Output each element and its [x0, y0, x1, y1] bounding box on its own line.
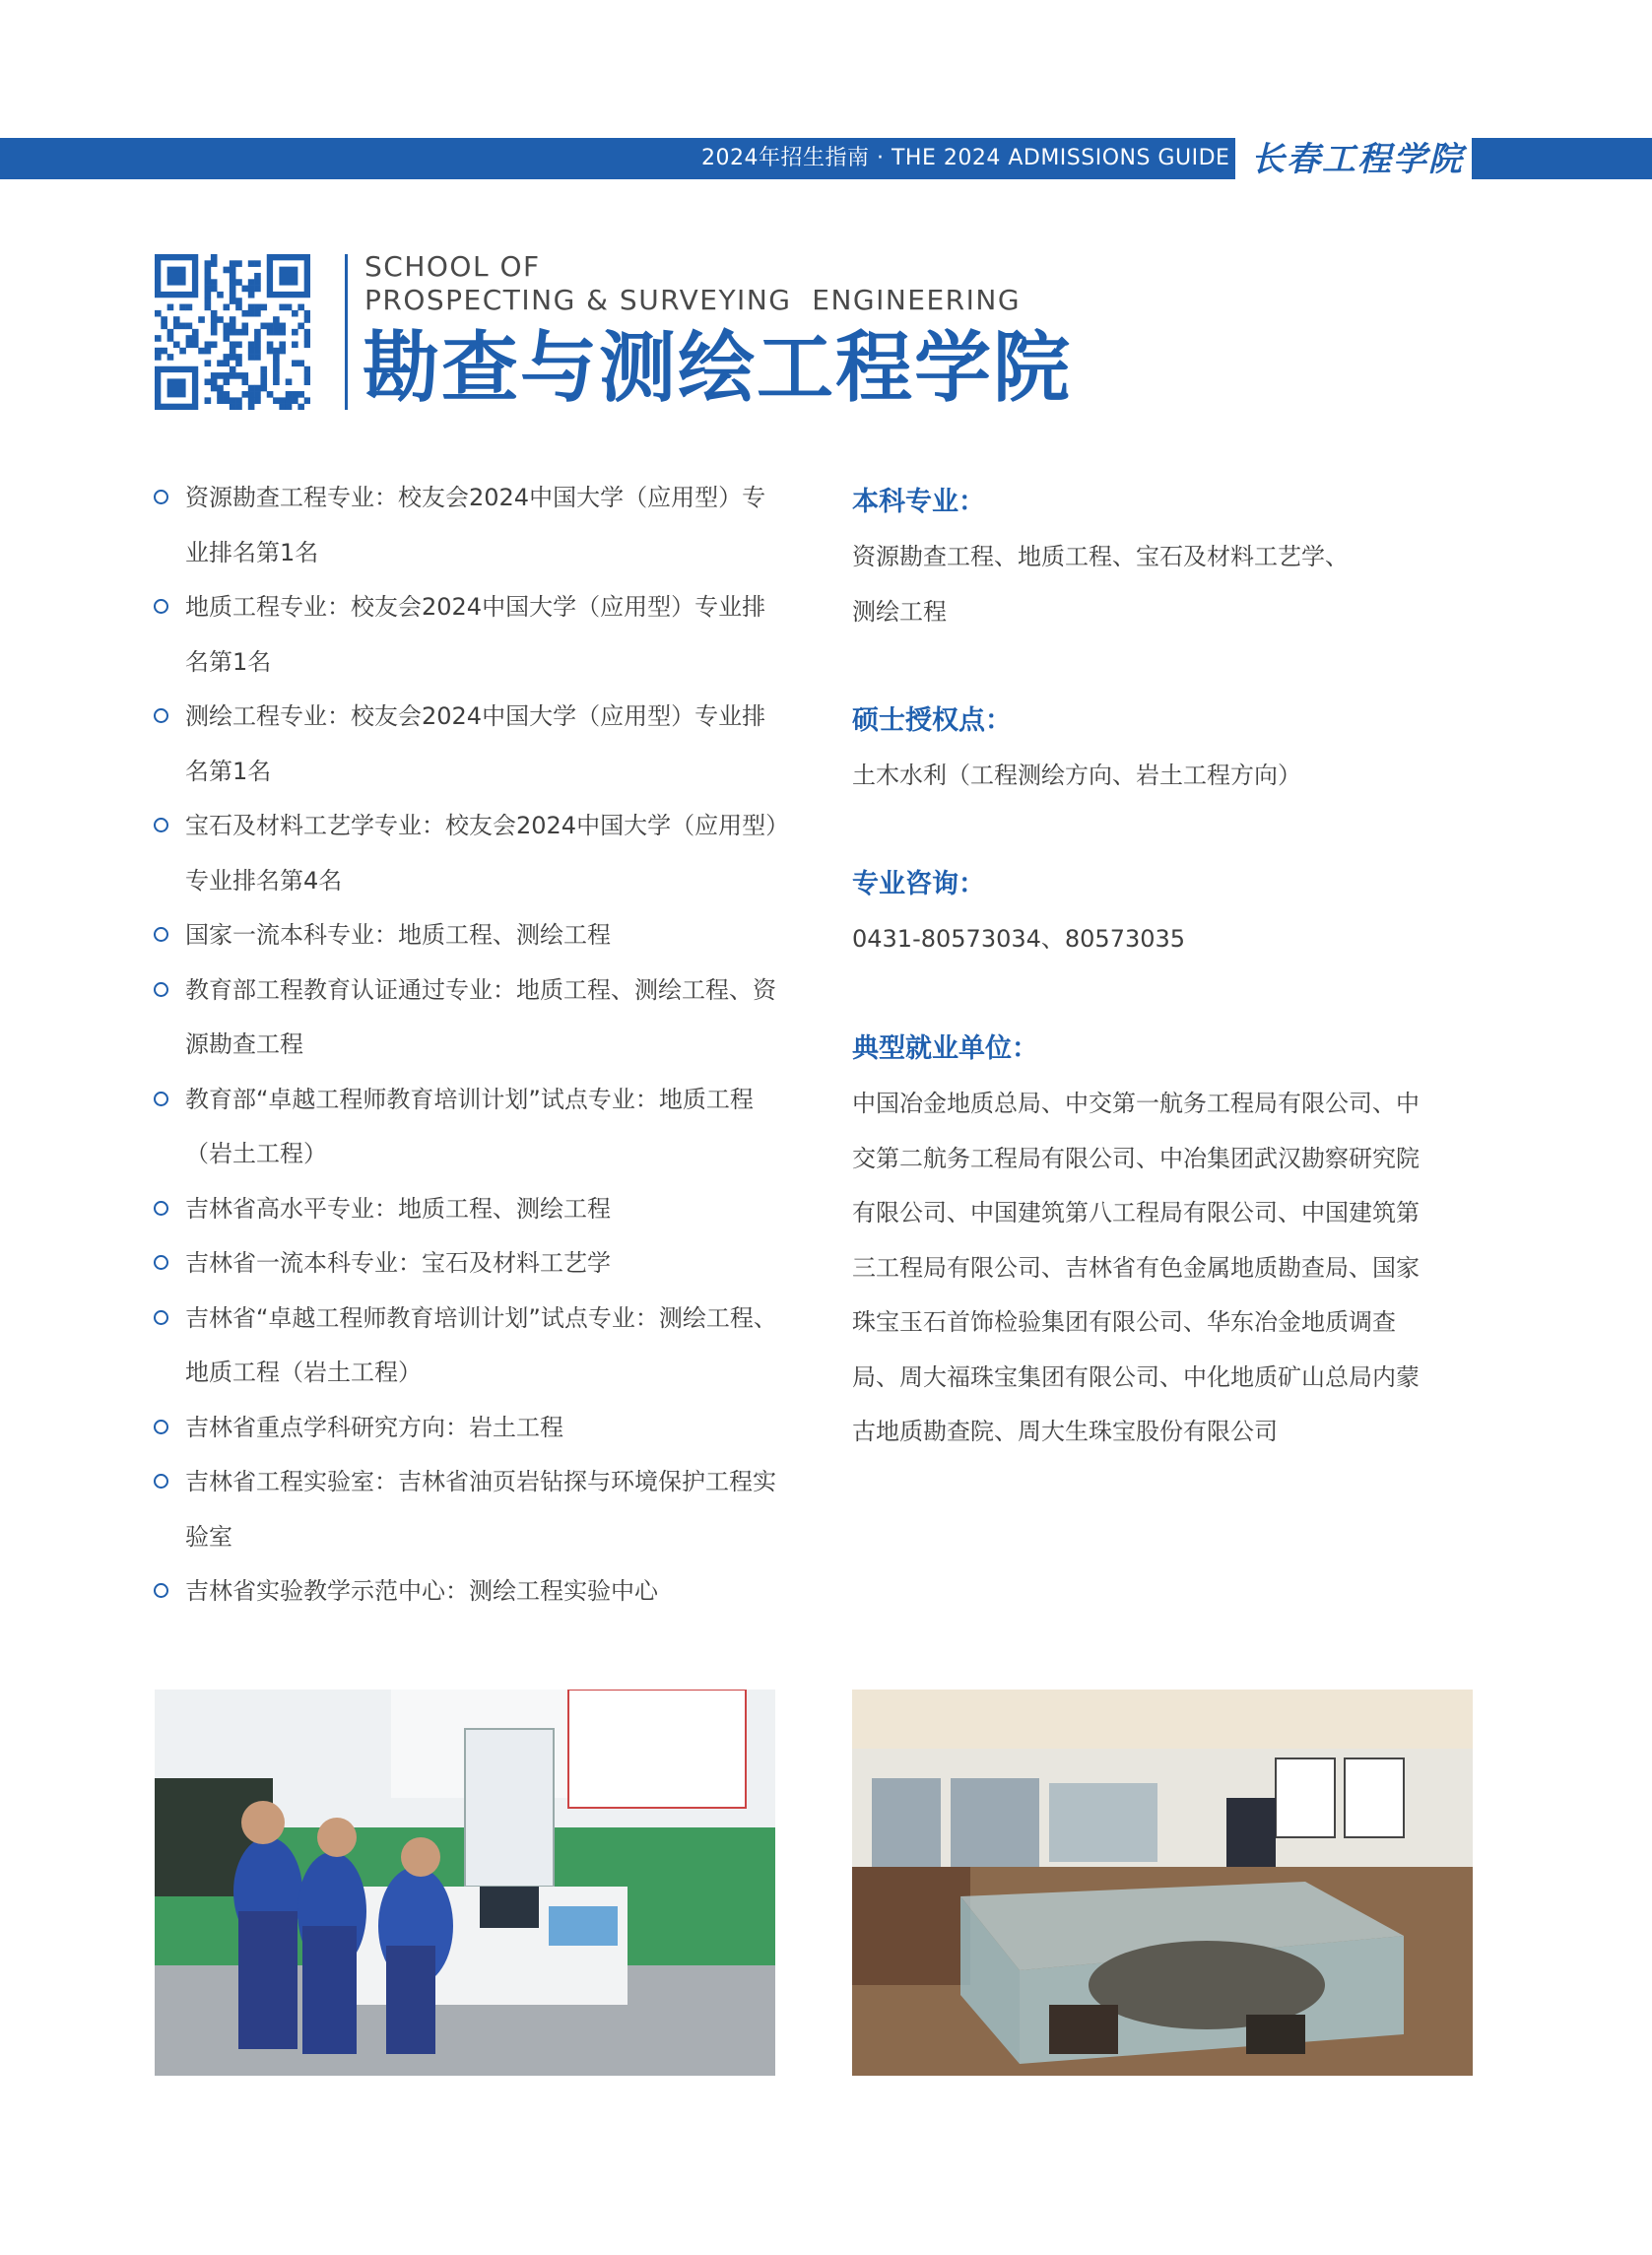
- highlight-text: 教育部工程教育认证通过专业：地质工程、测绘工程、资源勘查工程: [185, 975, 776, 1058]
- highlight-text: 测绘工程专业：校友会2024中国大学（应用型）专业排名第1名: [185, 702, 766, 785]
- circle-bullet-icon: [154, 1420, 168, 1434]
- highlight-text: 吉林省高水平专业：地质工程、测绘工程: [185, 1194, 611, 1223]
- list-item: [154, 908, 778, 963]
- list-item: [154, 1564, 778, 1620]
- employer-line: 珠宝玉石首饰检验集团有限公司、华东冶金地质调查: [852, 1308, 1396, 1336]
- university-logo: 长春工程学院: [1251, 140, 1464, 179]
- employer-line: 有限公司、中国建筑第八工程局有限公司、中国建筑第: [852, 1199, 1420, 1227]
- list-item: [154, 963, 778, 1073]
- circle-bullet-icon: [154, 490, 168, 504]
- undergrad-line: 测绘工程: [852, 597, 947, 626]
- school-name-cn: 勘查与测绘工程学院: [363, 323, 1073, 413]
- masters-title: 硕士授权点：: [852, 705, 1012, 736]
- highlight-text: 吉林省一流本科专业：宝石及材料工艺学: [185, 1249, 611, 1277]
- employer-line: 三工程局有限公司、吉林省有色金属地质勘查局、国家: [852, 1253, 1420, 1282]
- employer-line: 交第二航务工程局有限公司、中冶集团武汉勘察研究院: [852, 1144, 1420, 1172]
- list-item: [154, 690, 778, 799]
- circle-bullet-icon: [154, 1255, 168, 1270]
- list-item: [154, 1182, 778, 1237]
- school-name-en: [364, 250, 1021, 317]
- consult-title: 专业咨询：: [852, 869, 985, 899]
- circle-bullet-icon: [154, 1310, 168, 1325]
- list-item: [154, 1236, 778, 1292]
- lab-photo: [155, 1690, 775, 2076]
- guide-title: 2024年招生指南 · THE 2024 ADMISSIONS GUIDE: [701, 146, 1230, 170]
- undergrad-section: [852, 483, 1492, 639]
- consult-phone: 0431-80573034、80573035: [852, 925, 1186, 953]
- circle-bullet-icon: [154, 1583, 168, 1598]
- circle-bullet-icon: [154, 1092, 168, 1106]
- highlight-text: 吉林省工程实验室：吉林省油页岩钻探与环境保护工程实验室: [185, 1468, 776, 1551]
- title-divider: [345, 254, 348, 410]
- list-item: [154, 471, 778, 580]
- undergrad-text: [852, 530, 1492, 639]
- highlight-text: 资源勘查工程专业：校友会2024中国大学（应用型）专业排名第1名: [185, 484, 766, 566]
- circle-bullet-icon: [154, 982, 168, 997]
- list-item: [154, 1455, 778, 1564]
- undergrad-title: 本科专业：: [852, 487, 985, 517]
- undergrad-line: 资源勘查工程、地质工程、宝石及材料工艺学、: [852, 543, 1349, 570]
- highlight-text: 吉林省“卓越工程师教育培训计划”试点专业：测绘工程、地质工程（岩土工程）: [185, 1303, 777, 1386]
- highlight-text: 地质工程专业：校友会2024中国大学（应用型）专业排名第1名: [185, 593, 766, 676]
- list-item: [154, 799, 778, 908]
- masters-section: [852, 701, 1492, 804]
- employer-line: 古地质勘查院、周大生珠宝股份有限公司: [852, 1418, 1278, 1445]
- employer-line: 局、周大福珠宝集团有限公司、中化地质矿山总局内蒙: [852, 1362, 1420, 1391]
- highlights-list: [154, 471, 778, 1620]
- circle-bullet-icon: [154, 818, 168, 832]
- employers-section: [852, 1029, 1492, 1460]
- list-item: [154, 1292, 778, 1401]
- employers-title: 典型就业单位：: [852, 1033, 1038, 1064]
- list-item: [154, 1073, 778, 1182]
- list-item: [154, 580, 778, 690]
- highlight-text: 教育部“卓越工程师教育培训计划”试点专业：地质工程（岩土工程）: [185, 1085, 754, 1167]
- consult-section: [852, 865, 1492, 967]
- circle-bullet-icon: [154, 1474, 168, 1489]
- circle-bullet-icon: [154, 1201, 168, 1216]
- circle-bullet-icon: [154, 708, 168, 723]
- highlight-text: 吉林省实验教学示范中心：测绘工程实验中心: [185, 1577, 658, 1605]
- qr-code-icon: [155, 254, 310, 410]
- masters-text: 土木水利（工程测绘方向、岩土工程方向）: [852, 762, 1301, 789]
- museum-photo: [852, 1690, 1473, 2076]
- employer-line: 中国冶金地质总局、中交第一航务工程局有限公司、中: [852, 1090, 1420, 1117]
- highlight-text: 国家一流本科专业：地质工程、测绘工程: [185, 921, 611, 949]
- employers-text: [852, 1077, 1492, 1460]
- highlight-text: 宝石及材料工艺学专业：校友会2024中国大学（应用型）专业排名第4名: [185, 812, 778, 895]
- list-item: [154, 1401, 778, 1456]
- school-name-en-line2: PROSPECTING & SURVEYING ENGINEERING: [364, 284, 1022, 316]
- school-name-en-line1: SCHOOL OF: [364, 250, 541, 283]
- circle-bullet-icon: [154, 927, 168, 942]
- circle-bullet-icon: [154, 599, 168, 614]
- highlight-text: 吉林省重点学科研究方向：岩土工程: [185, 1413, 563, 1441]
